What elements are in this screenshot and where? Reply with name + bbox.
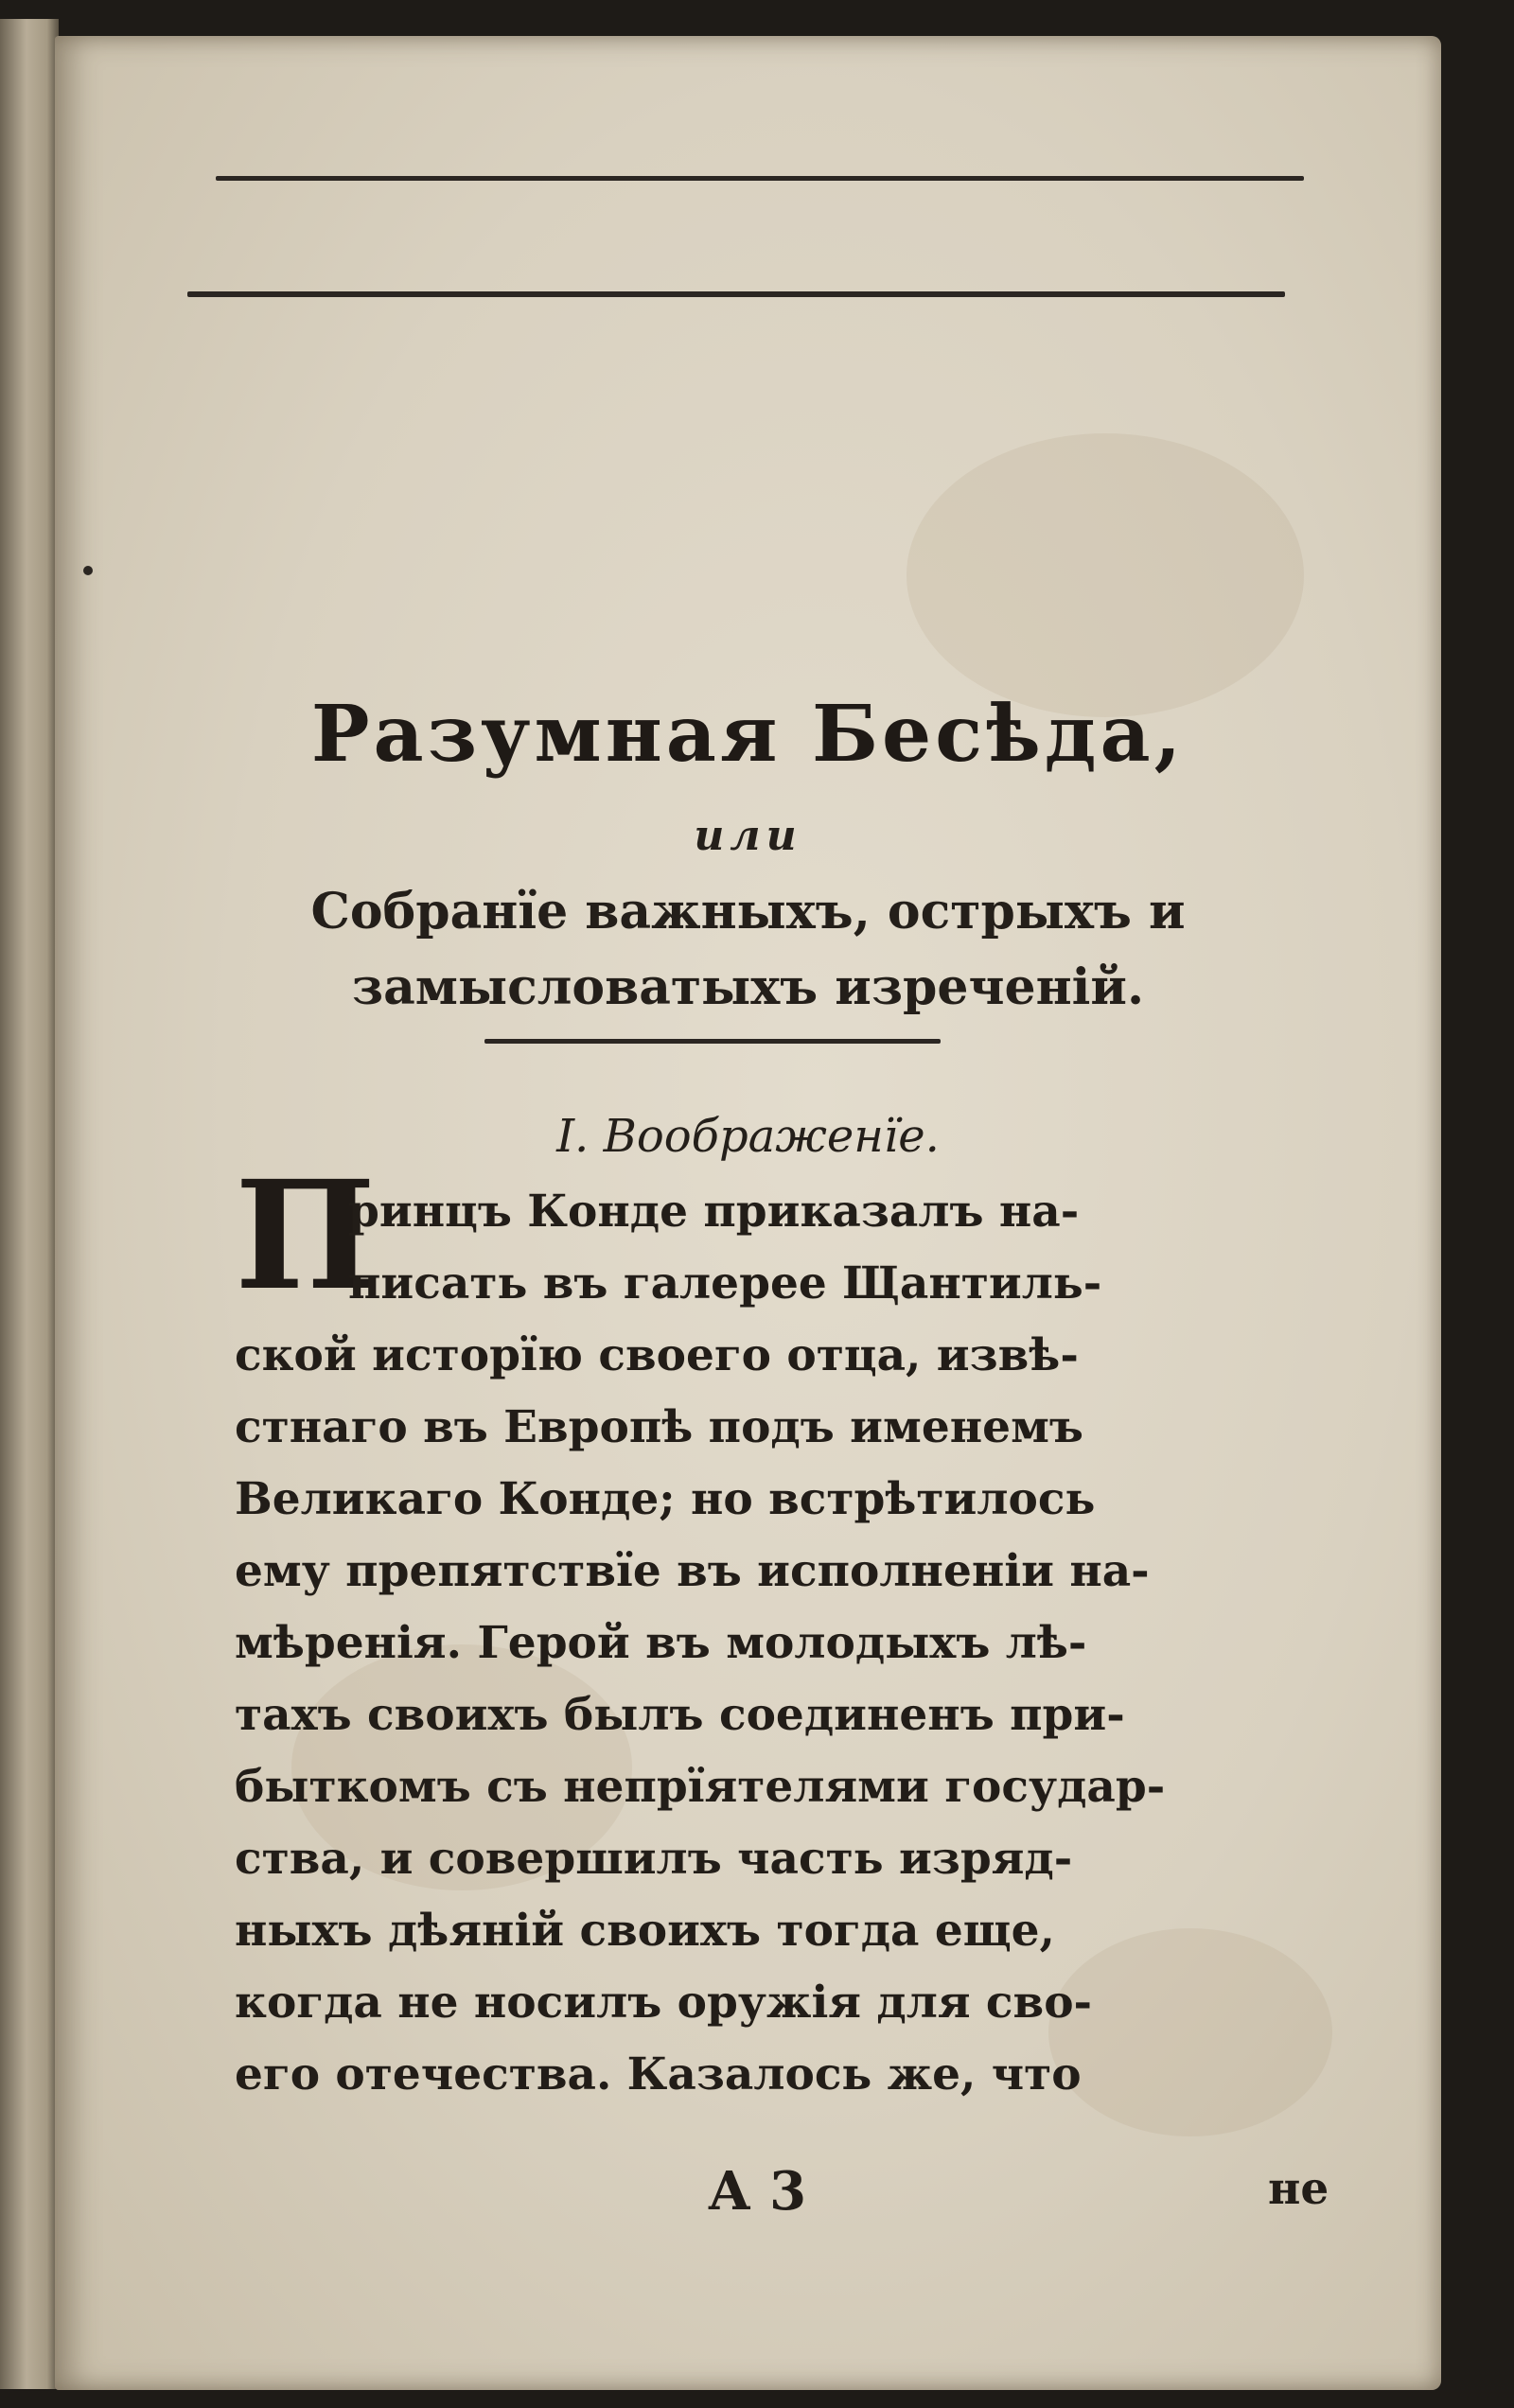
text-line: когда не носилъ оружiя для сво-: [235, 1977, 1093, 2029]
catchword: не: [1268, 2163, 1329, 2215]
text-line: Великаго Конде; но встрѣтилось: [235, 1473, 1096, 1525]
paper-stain: [907, 433, 1304, 717]
first-lines: [348, 1176, 1337, 1320]
margin-mark: [83, 566, 93, 575]
text-line: ской исторїю своего отца, извѣ-: [235, 1329, 1079, 1381]
text-line: его отечества. Казалось же, что: [235, 2048, 1082, 2100]
text-line: писать въ галерее Щантиль-: [348, 1257, 1102, 1309]
text-line: быткомъ съ непрїятелями государ-: [235, 1761, 1166, 1813]
signature-mark: А 3: [708, 2160, 807, 2223]
text-line: стнаго въ Европѣ подъ именемъ: [235, 1401, 1083, 1453]
drop-cap: П: [235, 1149, 377, 1324]
body-text: [235, 1320, 1337, 2111]
page-title: Разумная Бесѣда,: [310, 689, 1186, 780]
top-rule-1: [216, 176, 1304, 181]
subtitle-line-2: замысловатыхъ изреченiй.: [351, 958, 1145, 1016]
text-line: ринцъ Конде приказалъ на-: [348, 1186, 1080, 1238]
book-page: [55, 36, 1441, 2390]
top-rule-2: [187, 291, 1285, 297]
text-line: мѣренiя. Герой въ молодыхъ лѣ-: [235, 1617, 1087, 1669]
subtitle-or: или: [694, 812, 802, 860]
left-page-edge: [0, 19, 59, 2389]
text-line: ныхъ дѣянiй своихъ тогда еще,: [235, 1905, 1055, 1957]
text-line: тахъ своихъ былъ соединенъ при-: [235, 1689, 1125, 1741]
section-heading: I. Воображенїе.: [556, 1110, 940, 1163]
subtitle-line-1: Собранїе важныхъ, острыхъ и: [310, 883, 1186, 940]
text-line: ства, и совершилъ часть изряд-: [235, 1833, 1073, 1885]
section-rule: [484, 1039, 941, 1044]
text-line: ему препятствїе въ исполненiи на-: [235, 1545, 1150, 1597]
